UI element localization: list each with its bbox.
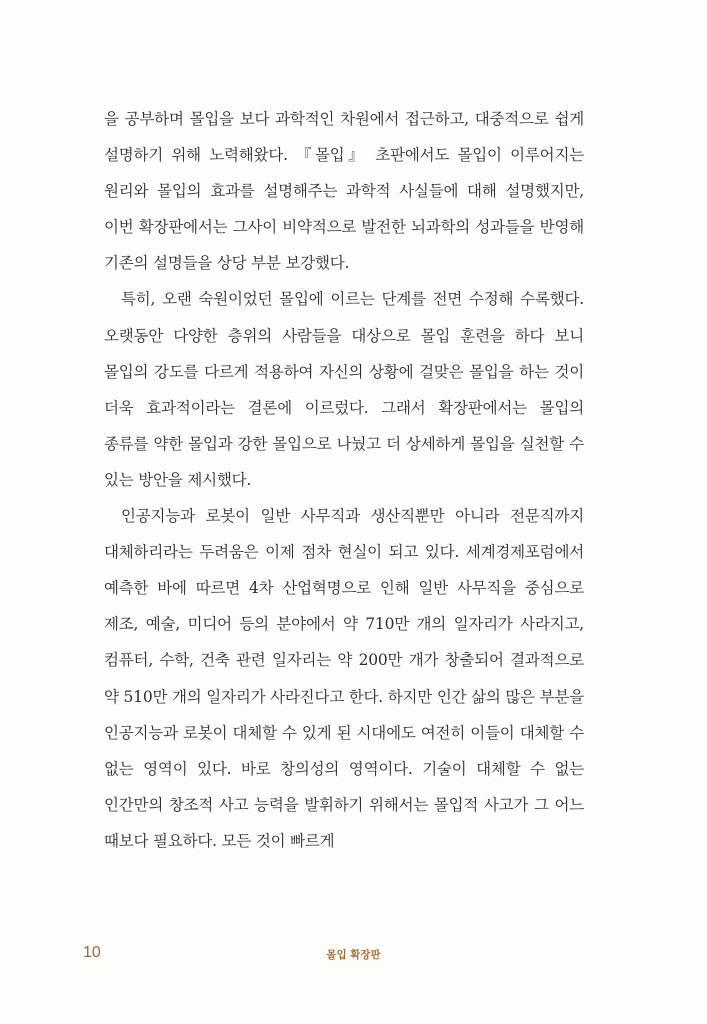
page-footer — [0, 944, 707, 972]
paragraph-1: 을 공부하며 몰입을 보다 과학적인 차원에서 접근하고, 대중적으로 쉽게 설명하기 위해 노력해왔다. 『몰입』 초판에서도 몰입이 이루어지는 원리와 몰입의 효과를 설명해주는 과학적 사실들에 대해 설명했지만, 이번 확장판에서는 그사이 비약적으로 발전한 뇌과학의 성과들을 반영해 기존의 설명들을 상당 부분 보강했다. — [104, 110, 584, 273]
paragraph-2: 특히, 오랜 숙원이었던 몰입에 이르는 단계를 전면 수정해 수록했다. 오랫동안 다양한 층위의 사람들을 대상으로 몰입 훈련을 하다 보니 몰입의 강도를 다르게 적용하여 자신의 상황에 걸맞은 몰입을 하는 것이 더욱 효과적이라는 결론에 이르렀다. 그래서 확장판에서는 몰입의 종류를 약한 몰입과 강한 몰입으로 나눴고 더 상세하게 몰입을 실천할 수 있는 방안을 제시했다. — [104, 290, 584, 489]
page-number: 10 — [83, 944, 101, 961]
paragraph-3: 인공지능과 로봇이 일반 사무직과 생산직뿐만 아니라 전문직까지 대체하리라는 두려움은 이제 점차 현실이 되고 있다. 세계경제포럼에서 예측한 바에 따르면 4차 산업혁명으로 인해 일반 사무직을 중심으로 제조, 예술, 미디어 등의 분야에서 약 710만 개의 일자리가 사라지고, 컴퓨터, 수학, 건축 관련 일자리는 약 200만 개가 창출되어 결과적으로 약 510만 개의 일자리가 사라진다고 한다. 하지만 인간 삶의 많은 부분을 인공지능과 로봇이 대체할 수 있게 된 시대에도 여전히 이들이 대체할 수 없는 영역이 있다. 바로 창의성의 영역이다. 기술이 대체할 수 없는 인간만의 창조적 사고 능력을 발휘하기 위해서는 몰입적 사고가 그 어느 때보다 필요하다. 모든 것이 빠르게 — [104, 507, 584, 850]
running-title: 몰입 확장판 — [326, 949, 381, 961]
page-body — [104, 101, 584, 859]
